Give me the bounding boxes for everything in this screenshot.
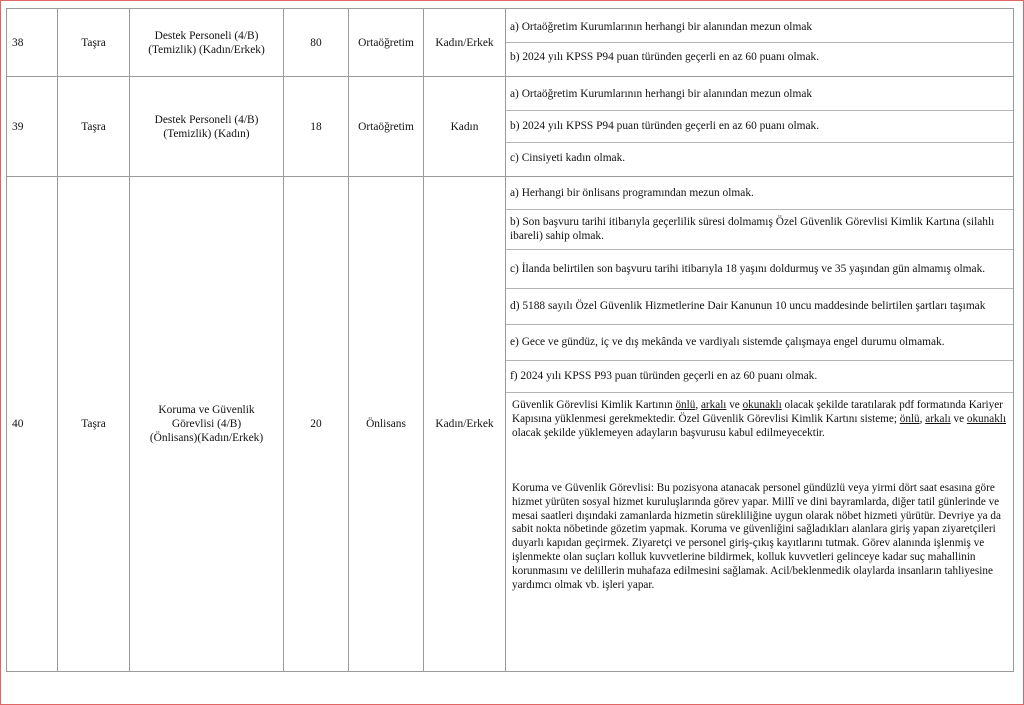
row-position-title: Koruma ve Güvenlik Görevlisi (4/B) (Önlisans)(Kadın/Erkek) [130,177,284,672]
table-row [7,177,1014,672]
position-table [6,8,1014,672]
row-location: Taşra [58,9,130,77]
row-education: Ortaöğretim [349,9,424,77]
row-count: 20 [284,177,349,672]
requirement-item: b) 2024 yılı KPSS P94 puan türünden geçerli en az 60 puanı olmak. [506,110,1013,142]
row-number: 39 [7,77,58,177]
row-location: Taşra [58,77,130,177]
row-gender: Kadın/Erkek [424,9,506,77]
row-location: Taşra [58,177,130,672]
requirement-item: b) 2024 yılı KPSS P94 puan türünden geçerli en az 60 puanı olmak. [506,42,1013,73]
row-number: 38 [7,9,58,77]
row-gender: Kadın [424,77,506,177]
requirement-item: d) 5188 sayılı Özel Güvenlik Hizmetlerine Dair Kanunun 10 uncu maddesinde belirtilen şartları taşımak [506,288,1013,324]
row-count: 80 [284,9,349,77]
row-number: 40 [7,177,58,672]
table-row [7,9,1014,77]
requirement-item: a) Ortaöğretim Kurumlarının herhangi bir alanından mezun olmak [510,20,813,33]
row-position-title: Destek Personeli (4/B) (Temizlik) (Kadın/Erkek) [130,9,284,77]
duty-description: Koruma ve Güvenlik Görevlisi: Bu pozisyona atanacak personel gündüzlü veya yirmi dört saat esasına göre hizmet yürüten sosyal hizmet kuruluşlarında görev yapar. Millî ve dini bayramlarda, diğer tatil günlerinde ve mesai saatleri dışındaki zamanlarda hizmetin sürekliliğine uygun olarak nöbet hizmeti yürütür. Devriye ya da sabit nokta nöbetinde gözetim yapmak. Koruma ve güvenliğini sağladıkları alanlara giriş yapan ziyaretçileri duyarlı kapıdan geçirmek. Ziyaretçi ve personel giriş-çıkış kayıtlarını tutmak. Görev alanında işlenmiş ve işlenmekte olan suçları kolluk kuvvetlerine bildirmek, kolluk kuvvetleri gelinceye kadar suç mahallinin korunmasını ve delillerin muhafaza edilmesini sağlamak. Acil/beklenmedik olaylarda insanların tahliyesine yardımcı olmak vb. işleri yapar. [512,481,1001,592]
requirement-item: c) İlanda belirtilen son başvuru tarihi itibarıyla 18 yaşını doldurmuş ve 35 yaşından gün almamış olmak. [506,249,1013,288]
notes-block [506,392,1013,671]
row-education: Ortaöğretim [349,77,424,177]
row-position-title: Destek Personeli (4/B) (Temizlik) (Kadın) [130,77,284,177]
row-requirements [506,177,1014,672]
row-requirements [506,77,1014,177]
requirement-item: e) Gece ve gündüz, iç ve dış mekânda ve vardiyalı sistemde çalışmaya engel durumu olmamak. [506,324,1013,360]
requirement-item: c) Cinsiyeti kadın olmak. [506,142,1013,175]
requirement-item: a) Ortaöğretim Kurumlarının herhangi bir alanından mezun olmak [510,87,813,100]
row-gender: Kadın/Erkek [424,177,506,672]
row-education: Önlisans [349,177,424,672]
row-count: 18 [284,77,349,177]
row-requirements [506,9,1014,77]
table-row [7,77,1014,177]
requirement-item: a) Herhangi bir önlisans programından mezun olmak. [510,186,754,199]
requirement-item: b) Son başvuru tarihi itibarıyla geçerlilik süresi dolmamış Özel Güvenlik Görevlisi Kimlik Kartına (silahlı ibareli) sahip olmak. [506,209,1013,249]
requirement-item: f) 2024 yılı KPSS P93 puan türünden geçerli en az 60 puanı olmak. [506,360,1013,392]
id-card-upload-note: Güvenlik Görevlisi Kimlik Kartının önlü, arkalı ve okunaklı olacak şekilde taratılarak pdf formatında Kariyer Kapısına yüklenmesi gerekmektedir. Özel Güvenlik Görevlisi Kimlik Kartını sisteme; önlü, arkalı ve okunaklı olacak şekilde yüklemeyen adayların başvurusu kabul edilmeyecektir. [512,399,1007,439]
